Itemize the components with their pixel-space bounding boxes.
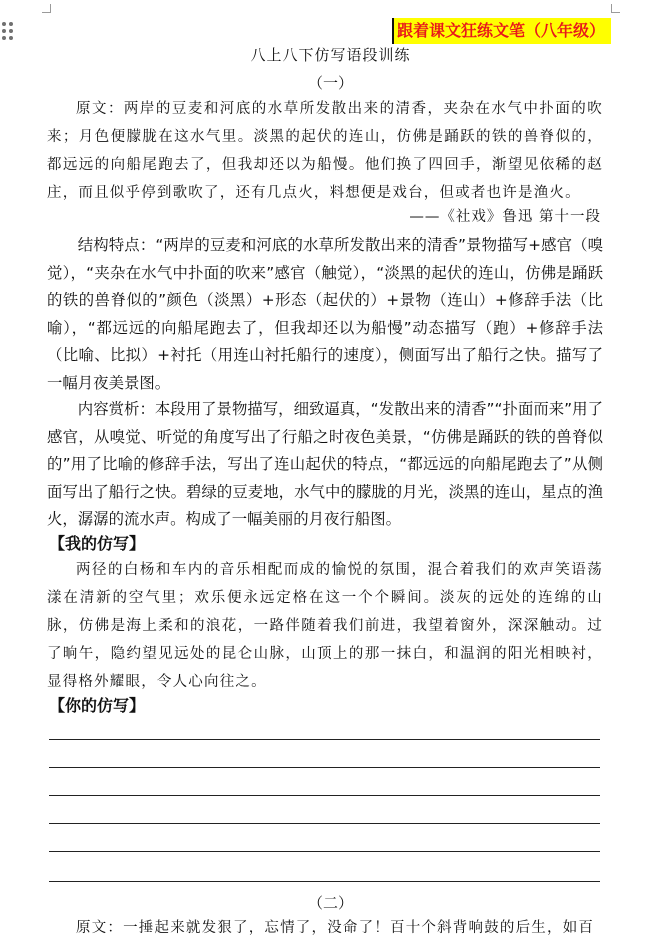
- my-imitation-paragraph: 两径的白杨和车内的音乐相配而成的愉悦的氛围，混合着我们的欢声笑语荡漾在清新的空气里；欢乐便永远定格在这一个个瞬间。淡灰的远处的连绵的山脉，仿佛是海上柔和的浪花，一路伴随着我们前进，我望着窗外，深深触动。过了晌午，隐约望见远处的昆仑山脉，山顶上的那一抹白，和温润的阳光相映衬，显得格外耀眼，令人心向往之。: [47, 562, 603, 690]
- highlighted-banner: 跟着课文狂练文笔（八年级）: [392, 18, 611, 44]
- writing-line[interactable]: [49, 767, 600, 768]
- your-imitation-heading: 【你的仿写】: [49, 696, 146, 715]
- page-corner-mark: [42, 4, 51, 13]
- original-text-paragraph-2: 原文：一捶起来就发狠了，忘情了，没命了！百十个斜背响鼓的后生，如百: [76, 920, 595, 936]
- original-text-paragraph: 原文：两岸的豆麦和河底的水草所发散出来的清香，夹杂在水气中扑面的吹来；月色便朦胧在这水气里。淡黑的起伏的连山，仿佛是踊跃的铁的兽脊似的，都远远的向船尾跑去了，但我却还以为船慢。他们换了四回手，渐望见依稀的赵庄，而且似乎停到歌吹了，还有几点火，料想便是戏台，但或者也许是渔火。: [47, 101, 603, 201]
- source-citation: ——《社戏》鲁迅 第十一段: [409, 209, 601, 225]
- writing-line[interactable]: [49, 851, 600, 852]
- writing-line[interactable]: [49, 881, 600, 882]
- section-number-2: （二）: [307, 894, 353, 912]
- page-title: 八上八下仿写语段训练: [250, 46, 411, 64]
- structure-analysis-paragraph: 结构特点：“两岸的豆麦和河底的水草所发散出来的清香”景物描写+感官（嗅觉），“夹杂在水气中扑面的吹来”感官（触觉），“淡黑的起伏的连山，仿佛是踊跃的铁的兽脊似的”颜色（淡黑）+形态（起伏的）+景物（连山）+修辞手法（比喻），“都远远的向船尾跑去了，但我却还以为船慢”动态描写（跑）+修辞手法（比喻、比拟）+衬托（用连山衬托船行的速度），侧面写出了船行之快。描写了一幅月夜美景图。: [47, 236, 603, 392]
- writing-line[interactable]: [49, 823, 600, 824]
- writing-line[interactable]: [49, 795, 600, 796]
- page-corner-mark: [611, 4, 620, 13]
- drag-handle-icon[interactable]: [2, 22, 14, 40]
- content-appreciation-paragraph: 内容赏析：本段用了景物描写，细致逼真，“发散出来的清香”“扑面而来”用了感官，从嗅觉、听觉的角度写出了行船之时夜色美景，“仿佛是踊跃的铁的兽脊似的”用了比喻的修辞手法，写出了连山起伏的特点，“都远远的向船尾跑去了”从侧面写出了船行之快。碧绿的豆麦地，水气中的朦胧的月光，淡黑的连山，星点的渔火，潺潺的流水声。构成了一幅美丽的月夜行船图。: [47, 400, 603, 529]
- my-imitation-heading: 【我的仿写】: [49, 534, 146, 553]
- section-number-1: （一）: [307, 74, 353, 92]
- writing-line[interactable]: [49, 739, 600, 740]
